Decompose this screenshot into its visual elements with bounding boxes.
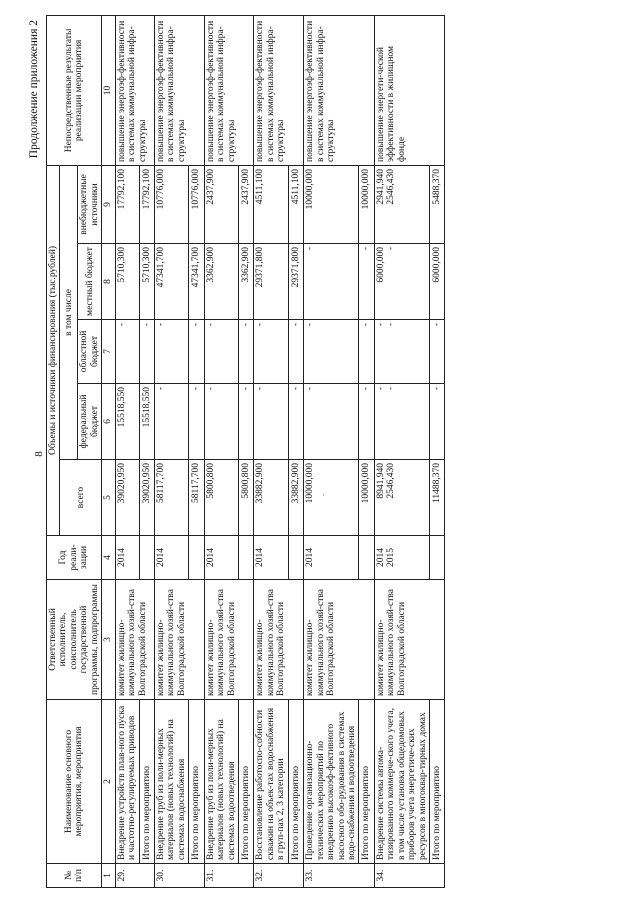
header-year: Год реали-зации	[47, 536, 102, 580]
subtotal-year-empty	[139, 536, 154, 580]
header-finance: Объемы и источники финансирования (тыс.рублей)	[47, 165, 60, 535]
federal-amount: -	[154, 384, 188, 460]
scan-mark: ·	[322, 490, 325, 500]
subtotal-total: 11488,370	[430, 460, 445, 536]
subtotal-total: 10000,000	[359, 460, 374, 536]
year: 2014	[204, 536, 238, 580]
col-number: 7	[102, 320, 115, 384]
total-amount: 10000,000	[304, 460, 359, 536]
header-offbudget: внебюджетные источники	[78, 165, 102, 243]
subtotal-regional: -	[139, 320, 154, 384]
expected-result: повышение энергоэф-фективности в системах коммунальной инфра-структуры	[254, 15, 304, 165]
year: 2014 2015	[374, 536, 429, 580]
subtotal-federal: -	[359, 384, 374, 460]
subtotal-year-empty	[430, 536, 445, 580]
subtotal-label: Итого по мероприятию	[288, 700, 303, 864]
row-number: 30.	[154, 864, 204, 888]
row-number: 29.	[115, 864, 154, 888]
subtotal-label: Итого по мероприятию	[239, 700, 254, 864]
total-amount: 5800,800	[204, 460, 238, 536]
subtotal-local: 29371,800	[288, 244, 303, 320]
row-number: 31.	[204, 864, 254, 888]
appendix-caption: Продолжение приложения 2	[28, 20, 40, 159]
offbudget-amount: 2437,900	[204, 165, 238, 243]
row-number: 32.	[254, 864, 304, 888]
federal-amount: - -	[374, 384, 429, 460]
regional-amount: -	[115, 320, 139, 384]
federal-amount: -	[204, 384, 238, 460]
subtotal-year-empty	[239, 536, 254, 580]
executor: комитет жилищно-коммунального хозяй-ства Волгоградской области	[254, 580, 304, 700]
subtotal-label: Итого по мероприятию	[359, 700, 374, 864]
local-amount: 47341,700	[154, 244, 188, 320]
offbudget-amount: 2941,940 2546,430	[374, 165, 429, 243]
expected-result: повышение энергоэф-фективности в системах коммунальной инфра-структуры	[204, 15, 254, 165]
offbudget-amount: 17792,100	[115, 165, 139, 243]
executor: комитет жилищно-коммунального хозяй-ства Волгоградской области	[154, 580, 204, 700]
regional-amount: -	[254, 320, 288, 384]
subtotal-local: 6000,000	[430, 244, 445, 320]
activity-name: Проведение организационно-технических мероприятий по внедрению высокоэф-фективного насосного обо-рудования в системах водо-снабжения и водоотведения	[304, 700, 359, 864]
col-number: 3	[102, 580, 115, 700]
subtotal-federal: -	[189, 384, 204, 460]
offbudget-amount: 10776,000	[154, 165, 188, 243]
table-row	[154, 15, 188, 887]
subtotal-offbudget: 17792,100	[139, 165, 154, 243]
row-number: 34.	[374, 864, 445, 888]
offbudget-amount: 10000,000	[304, 165, 359, 243]
subtotal-offbudget: 5488,370	[430, 165, 445, 243]
regional-amount: -	[154, 320, 188, 384]
local-amount: -	[304, 244, 359, 320]
subtotal-regional: -	[239, 320, 254, 384]
expected-result: повышение энергоэф-фективности в системах коммунальной инфра-структуры	[304, 15, 375, 165]
subtotal-label: Итого по мероприятию	[139, 700, 154, 864]
subtotal-label: Итого по мероприятию	[430, 700, 445, 864]
regional-amount: -	[304, 320, 359, 384]
col-number: 4	[102, 536, 115, 580]
activity-name: Внедрение устройств плав-ного пуска и частотно-регулируемых приводов	[115, 700, 139, 864]
header-executor: Ответственный исполнитель, соисполнитель государственной программы, подпрограммы	[47, 580, 102, 700]
subtotal-offbudget: 10000,000	[359, 165, 374, 243]
col-number: 5	[102, 460, 115, 536]
table-row	[254, 15, 288, 887]
local-amount: 3362,900	[204, 244, 238, 320]
col-number: 10	[102, 15, 115, 165]
year: 2014	[304, 536, 359, 580]
subtotal-local: 47341,700	[189, 244, 204, 320]
regional-amount: - -	[374, 320, 429, 384]
col-number: 9	[102, 165, 115, 243]
subtotal-total: 58117,700	[189, 460, 204, 536]
header-total: всего	[60, 460, 102, 536]
col-number: 6	[102, 384, 115, 460]
table-row	[304, 15, 359, 887]
table-row	[374, 15, 429, 887]
column-numbering-row	[102, 15, 115, 887]
col-number: 2	[102, 700, 115, 864]
subtotal-regional: -	[189, 320, 204, 384]
activity-name: Внедрение системы автома-тизированного коммерче-ского учета, в том числе установка общедомовых приборов учета энергетиче-ских ресурсов в многоквар-тирных домах	[374, 700, 429, 864]
activity-name: Восстановление работоспо-собности скважин на объек-тах водоснабжения в груп-пах 2, 3 категории	[254, 700, 288, 864]
subtotal-year-empty	[288, 536, 303, 580]
subtotal-label: Итого по мероприятию	[189, 700, 204, 864]
year: 2014	[115, 536, 139, 580]
subtotal-year-empty	[359, 536, 374, 580]
activity-name: Внедрение труб из поли-мерных материалов (новых технологий) на системах водоотведения	[204, 700, 238, 864]
year: 2014	[154, 536, 188, 580]
activity-name: Внедрение труб из поли-мерных материалов (новых технологий) на системах водоснабжения	[154, 700, 188, 864]
subtotal-federal: -	[430, 384, 445, 460]
rotated-page	[20, 12, 620, 892]
subtotal-local: 5710,300	[139, 244, 154, 320]
header-local: местный бюджет	[78, 244, 102, 320]
col-number: 1	[102, 864, 115, 888]
header-incl: в том числе	[60, 165, 78, 459]
finance-table	[46, 15, 445, 888]
federal-amount: -	[254, 384, 288, 460]
col-number: 8	[102, 244, 115, 320]
local-amount: 6000,000 -	[374, 244, 429, 320]
header-result: Непосредственные результаты реализации мероприятия	[47, 15, 102, 165]
subtotal-regional: -	[430, 320, 445, 384]
subtotal-offbudget: 4511,100	[288, 165, 303, 243]
subtotal-total: 33882,900	[288, 460, 303, 536]
subtotal-regional: -	[359, 320, 374, 384]
header-num: № п/п	[47, 864, 102, 888]
row-number: 33.	[304, 864, 375, 888]
executor: комитет жилищно-коммунального хозяй-ства Волгоградской области	[374, 580, 445, 700]
subtotal-federal: 15518,550	[139, 384, 154, 460]
local-amount: 5710,300	[115, 244, 139, 320]
subtotal-year-empty	[189, 536, 204, 580]
subtotal-local: 3362,900	[239, 244, 254, 320]
federal-amount: -	[304, 384, 359, 460]
executor: комитет жилищно-коммунального хозяй-ства Волгоградской области	[304, 580, 375, 700]
header-name: Наименование основного мероприятия, мероприятия	[47, 700, 102, 864]
offbudget-amount: 4511,100	[254, 165, 288, 243]
subtotal-offbudget: 2437,900	[239, 165, 254, 243]
expected-result: повышение энергети-ческой эффективности в жилищном фонде	[374, 15, 445, 165]
page-number: 8	[32, 451, 45, 457]
table-body	[115, 15, 445, 887]
total-amount: 8941,940 2546,430	[374, 460, 429, 536]
subtotal-local: -	[359, 244, 374, 320]
header-federal: федеральный бюджет	[78, 384, 102, 460]
total-amount: 58117,700	[154, 460, 188, 536]
subtotal-federal: -	[239, 384, 254, 460]
regional-amount: -	[204, 320, 238, 384]
total-amount: 39020,950	[115, 460, 139, 536]
header-regional: областной бюджет	[78, 320, 102, 384]
subtotal-total: 5800,800	[239, 460, 254, 536]
executor: комитет жилищно-коммунального хозяй-ства Волгоградской области	[204, 580, 254, 700]
executor: комитет жилищно-коммунального хозяй-ства Волгоградской области	[115, 580, 154, 700]
subtotal-federal: -	[288, 384, 303, 460]
federal-amount: 15518,550	[115, 384, 139, 460]
table-row	[204, 15, 238, 887]
expected-result: повышение энергоэф-фективности в системах коммунальной инфра-структуры	[115, 15, 154, 165]
subtotal-regional: -	[288, 320, 303, 384]
local-amount: 29371,800	[254, 244, 288, 320]
expected-result: повышение энергоэф-фективности в системах коммунальной инфра-структуры	[154, 15, 204, 165]
total-amount: 33882,900	[254, 460, 288, 536]
table-row	[115, 15, 139, 887]
subtotal-offbudget: 10776,000	[189, 165, 204, 243]
subtotal-total: 39020,950	[139, 460, 154, 536]
year: 2014	[254, 536, 288, 580]
